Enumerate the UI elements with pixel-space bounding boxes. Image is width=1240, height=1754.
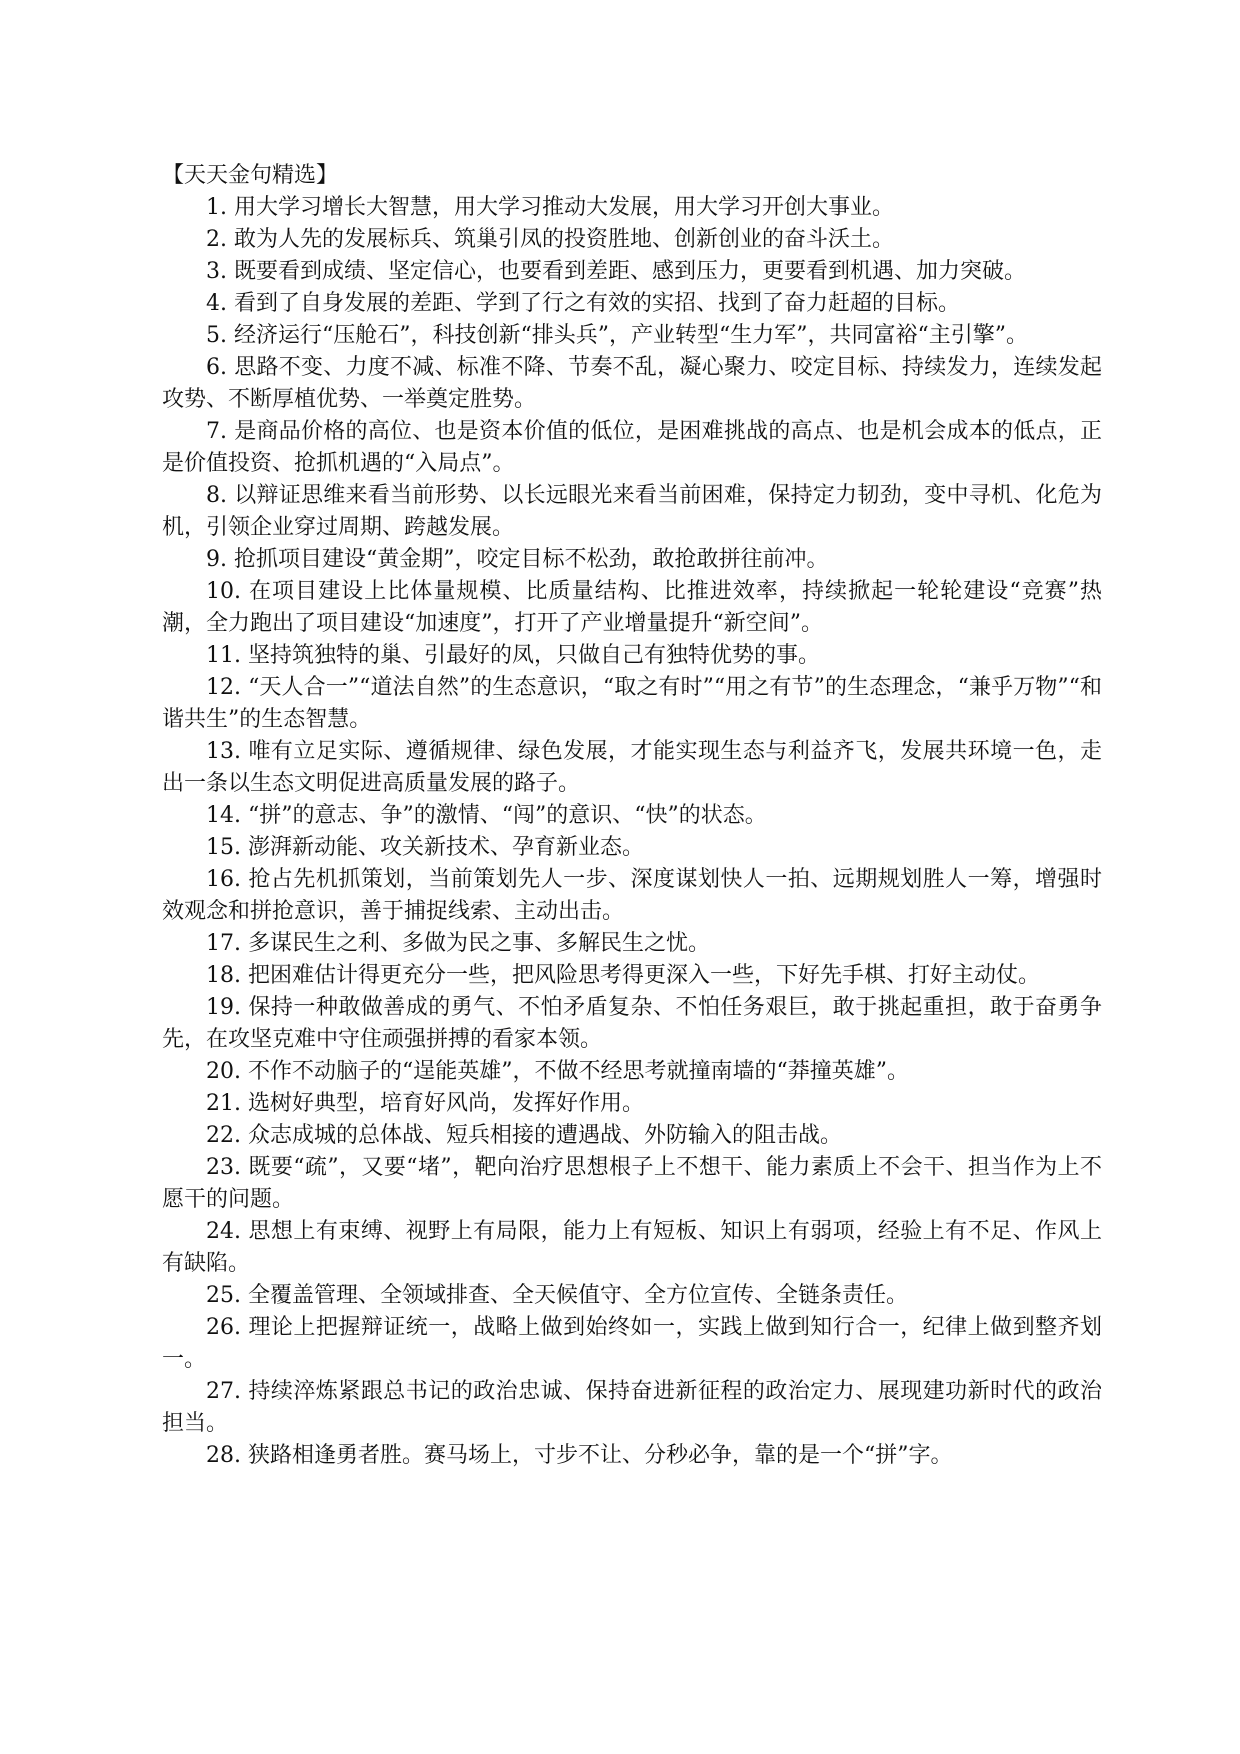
quote-item: 15. 澎湃新动能、攻关新技术、孕育新业态。	[206, 835, 644, 860]
document-heading: 【天天金句精选】	[162, 163, 339, 188]
quote-item: 8. 以辩证思维来看当前形势、以长远眼光来看当前困难，保持定力韧劲，变中寻机、化危为机，引领企业穿过周期、跨越发展。	[162, 483, 1102, 540]
quote-item: 19. 保持一种敢做善成的勇气、不怕矛盾复杂、不怕任务艰巨，敢于挑起重担，敢于奋勇争先，在攻坚克难中守住顽强拼搏的看家本领。	[162, 995, 1102, 1052]
document-page	[162, 160, 1102, 1472]
quote-item: 13. 唯有立足实际、遵循规律、绿色发展，才能实现生态与利益齐飞，发展共环境一色，走出一条以生态文明促进高质量发展的路子。	[162, 739, 1102, 796]
quote-item: 9. 抢抓项目建设“黄金期”，咬定目标不松劲，敢抢敢拼往前冲。	[206, 547, 829, 572]
quote-item: 1. 用大学习增长大智慧，用大学习推动大发展，用大学习开创大事业。	[206, 195, 894, 220]
quote-item: 11. 坚持筑独特的巢、引最好的凤，只做自己有独特优势的事。	[206, 643, 820, 668]
quote-item: 20. 不作不动脑子的“逞能英雄”，不做不经思考就撞南墙的“莽撞英雄”。	[206, 1059, 909, 1084]
quote-item: 27. 持续淬炼紧跟总书记的政治忠诚、保持奋进新征程的政治定力、展现建功新时代的政治担当。	[162, 1379, 1102, 1436]
quote-item: 25. 全覆盖管理、全领域排查、全天候值守、全方位宣传、全链条责任。	[206, 1283, 908, 1308]
quote-item: 10. 在项目建设上比体量规模、比质量结构、比推进效率，持续掀起一轮轮建设“竞赛”热潮，全力跑出了项目建设“加速度”，打开了产业增量提升“新空间”。	[162, 579, 1102, 636]
quote-item: 23. 既要“疏”，又要“堵”，靶向治疗思想根子上不想干、能力素质上不会干、担当作为上不愿干的问题。	[162, 1155, 1102, 1212]
quote-item: 3. 既要看到成绩、坚定信心，也要看到差距、感到压力，更要看到机遇、加力突破。	[206, 259, 1026, 284]
quote-list	[162, 192, 1102, 1472]
quote-item: 26. 理论上把握辩证统一，战略上做到始终如一，实践上做到知行合一，纪律上做到整齐划一。	[162, 1315, 1102, 1372]
quote-item: 5. 经济运行“压舱石”，科技创新“排头兵”，产业转型“生力军”，共同富裕“主引擎”。	[206, 323, 1028, 348]
quote-item: 22. 众志成城的总体战、短兵相接的遭遇战、外防输入的阻击战。	[206, 1123, 842, 1148]
quote-item: 17. 多谋民生之利、多做为民之事、多解民生之忧。	[206, 931, 710, 956]
quote-item: 18. 把困难估计得更充分一些，把风险思考得更深入一些，下好先手棋、打好主动仗。	[206, 963, 1040, 988]
quote-item: 12. “天人合一”“道法自然”的生态意识，“取之有时”“用之有节”的生态理念，“兼乎万物”“和谐共生”的生态智慧。	[162, 675, 1102, 732]
quote-item: 6. 思路不变、力度不减、标准不降、节奏不乱，凝心聚力、咬定目标、持续发力，连续发起攻势、不断厚植优势、一举奠定胜势。	[162, 355, 1102, 412]
quote-item: 28. 狭路相逢勇者胜。赛马场上，寸步不让、分秒必争，靠的是一个“拼”字。	[206, 1443, 953, 1468]
quote-item: 16. 抢占先机抓策划，当前策划先人一步、深度谋划快人一拍、远期规划胜人一筹，增强时效观念和拼抢意识，善于捕捉线索、主动出击。	[162, 867, 1102, 924]
quote-item: 24. 思想上有束缚、视野上有局限，能力上有短板、知识上有弱项，经验上有不足、作风上有缺陷。	[162, 1219, 1102, 1276]
quote-item: 14. “拼”的意志、争”的激情、“闯”的意识、“快”的状态。	[206, 803, 767, 828]
quote-item: 21. 选树好典型，培育好风尚，发挥好作用。	[206, 1091, 644, 1116]
quote-item: 7. 是商品价格的高位、也是资本价值的低位，是困难挑战的高点、也是机会成本的低点，正是价值投资、抢抓机遇的“入局点”。	[162, 419, 1102, 476]
quote-item: 2. 敢为人先的发展标兵、筑巢引凤的投资胜地、创新创业的奋斗沃土。	[206, 227, 894, 252]
quote-item: 4. 看到了自身发展的差距、学到了行之有效的实招、找到了奋力赶超的目标。	[206, 291, 960, 316]
